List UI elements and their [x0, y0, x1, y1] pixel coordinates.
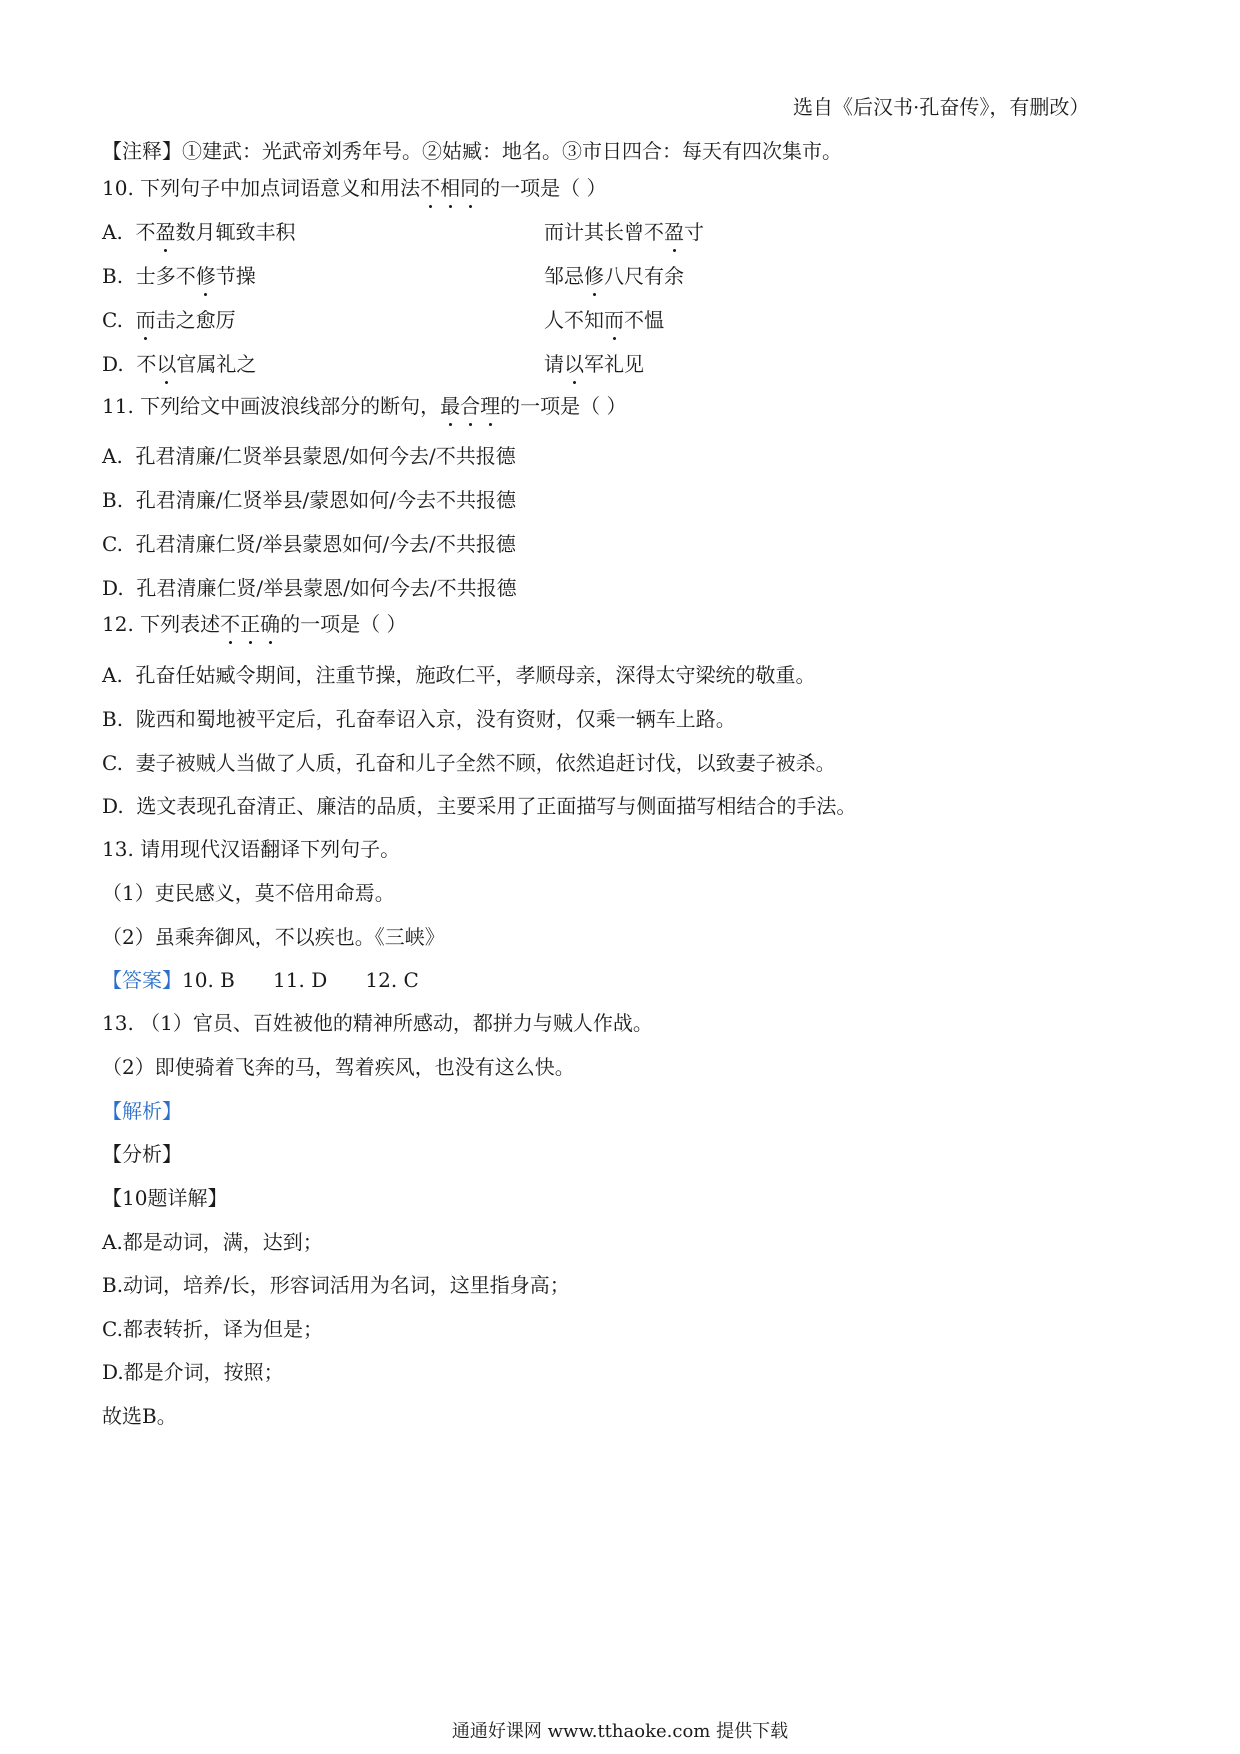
analysis-fenxi: 【分析】 — [102, 1142, 182, 1166]
question-11-option-d: D. 孔君清廉仁贤/举县蒙恩/如何今去/不共报德 — [102, 576, 517, 600]
question-11-option-a: A. 孔君清廉/仁贤举县蒙恩/如何今去/不共报德 — [102, 444, 516, 468]
question-10-option-d: D. 不以官属礼之 请以军礼见 — [102, 352, 644, 376]
question-12-option-d: D. 选文表现孔奋清正、廉洁的品质，主要采用了正面描写与侧面描写相结合的手法。 — [102, 794, 857, 818]
analysis-line-b: B.动词，培养/长，形容词活用为名词，这里指身高； — [102, 1273, 570, 1297]
analysis-line-a: A.都是动词，满，达到； — [102, 1230, 323, 1254]
question-11-option-b: B. 孔君清廉/仁贤举县/蒙恩如何/今去不共报德 — [102, 488, 516, 512]
question-10-option-a: A. 不盈数月辄致丰积 而计其长曾不盈寸 — [102, 220, 704, 244]
question-10-option-b: B. 士多不修节操 邹忌修八尺有余 — [102, 264, 684, 288]
question-10-option-c: C. 而击之愈厉 人不知而不愠 — [102, 308, 664, 332]
answer-translation-2: （2）即使骑着飞奔的马，驾着疾风，也没有这么快。 — [102, 1055, 575, 1079]
question-12-option-a: A. 孔奋任姑臧令期间，注重节操，施政仁平，孝顺母亲，深得太守梁统的敬重。 — [102, 663, 816, 687]
analysis-detail-title: 【10题详解】 — [102, 1186, 228, 1210]
question-13-stem: 13. 请用现代汉语翻译下列句子。 — [102, 837, 401, 861]
answer-label: 【答案】 — [102, 968, 182, 992]
question-10-stem: 10. 下列句子中加点词语意义和用法不相同的一项是（ ） — [102, 176, 607, 200]
question-13-item-1: （1）吏民感义，莫不倍用命焉。 — [102, 881, 395, 905]
answer-translation-1: 13. （1）官员、百姓被他的精神所感动，都拼力与贼人作战。 — [102, 1011, 653, 1035]
answer-10: 10. B — [182, 968, 235, 992]
annotation-note: 【注释】①建武：光武帝刘秀年号。②姑臧：地名。③市日四合：每天有四次集市。 — [102, 139, 842, 163]
analysis-conclusion: 故选B。 — [102, 1404, 177, 1428]
answer-12: 12. C — [365, 968, 419, 992]
question-12-option-b: B. 陇西和蜀地被平定后，孔奋奉诏入京，没有资财，仅乘一辆车上路。 — [102, 707, 736, 731]
source-citation: 选自《后汉书·孔奋传》，有删改） — [793, 95, 1090, 119]
answer-line — [102, 966, 419, 994]
analysis-line-d: D.都是介词，按照； — [102, 1360, 284, 1384]
question-13-item-2: （2）虽乘奔御风，不以疾也。《三峡》 — [102, 925, 445, 949]
answer-11: 11. D — [273, 968, 328, 992]
question-12-option-c: C. 妻子被贼人当做了人质，孔奋和儿子全然不顾，依然追赶讨伐，以致妻子被杀。 — [102, 751, 836, 775]
question-11-stem: 11. 下列给文中画波浪线部分的断句，最合理的一项是（ ） — [102, 394, 627, 418]
analysis-label: 【解析】 — [102, 1099, 182, 1123]
analysis-line-c: C.都表转折，译为但是； — [102, 1317, 323, 1341]
page-footer: 通通好课网 www.tthaoke.com 提供下载 — [451, 1721, 789, 1742]
question-11-option-c: C. 孔君清廉仁贤/举县蒙恩如何/今去/不共报德 — [102, 532, 516, 556]
question-12-stem: 12. 下列表述不正确的一项是（ ） — [102, 612, 407, 636]
